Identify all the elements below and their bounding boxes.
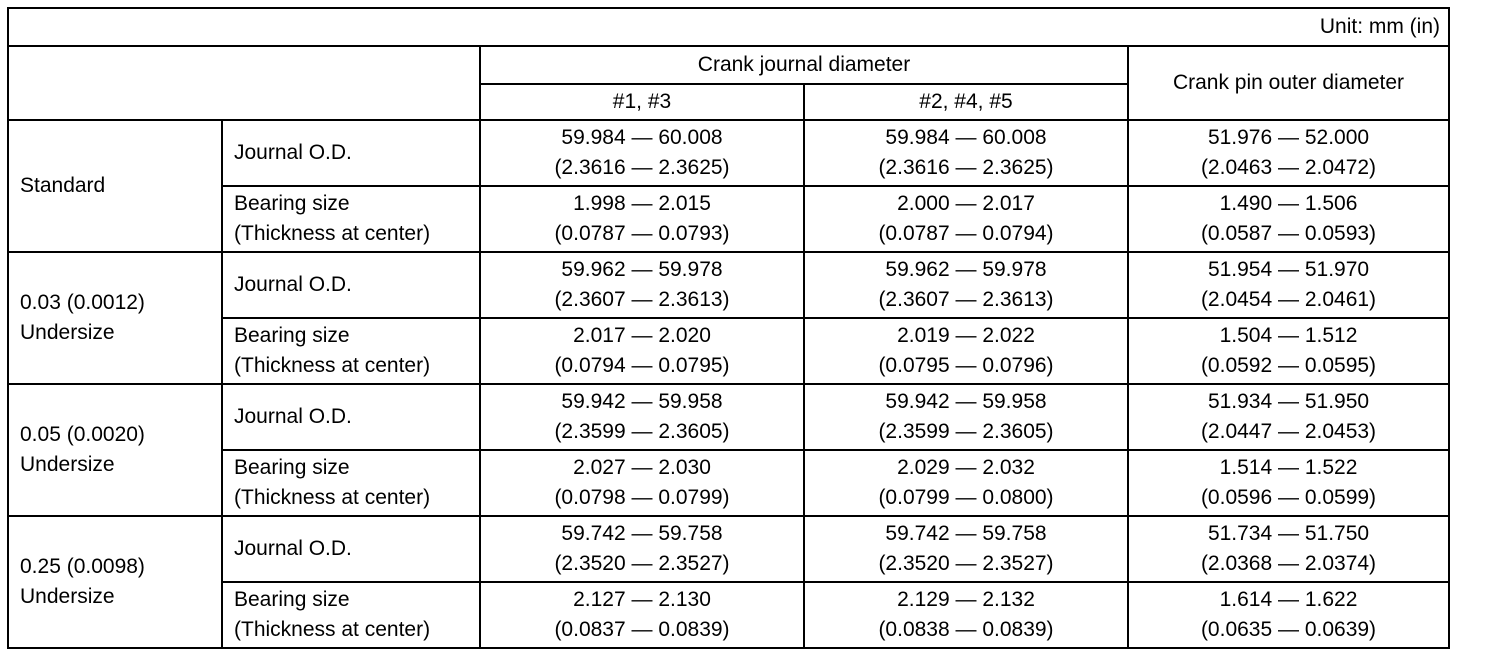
crank-pin-value-line: 51.976 — 52.000 — [1207, 126, 1370, 149]
journal-2-4-5-value-line: 59.962 — 59.978 — [885, 258, 1047, 281]
crank-pin-value-line: (2.0454 — 2.0461) — [1200, 288, 1377, 311]
journal-2-4-5-value-line: (2.3616 — 2.3625) — [878, 156, 1054, 179]
row-label-cell-line: Journal O.D. — [234, 141, 352, 164]
journal-1-3-value-line: 59.742 — 59.758 — [561, 522, 723, 545]
journal-2-4-5-value-line: 2.029 — 2.032 — [897, 456, 1035, 479]
crank-pin-value-line: (2.0368 — 2.0374) — [1200, 552, 1377, 575]
journal-1-3-value-line: (0.0798 — 0.0799) — [554, 486, 730, 509]
journal-2-4-5-value-line: 59.984 — 60.008 — [885, 126, 1047, 149]
crank-pin-value — [1128, 186, 1449, 252]
journal-1-3-value-line: (2.3599 — 2.3605) — [554, 420, 730, 443]
row-label-cell-line: Journal O.D. — [234, 537, 352, 560]
journal-1-3-value-line: 2.127 — 2.130 — [573, 588, 711, 611]
journal-1-3-value-line: (0.0787 — 0.0793) — [554, 222, 730, 245]
row-label-cell-line: Journal O.D. — [234, 405, 352, 428]
table-row — [8, 384, 1449, 450]
journal-1-3-value — [480, 450, 804, 516]
crank-pin-value-line: 1.514 — 1.522 — [1219, 456, 1358, 479]
table-row — [8, 450, 1449, 516]
size-cell — [8, 384, 222, 516]
row-label-cell-line: (Thickness at center) — [234, 222, 431, 245]
journal-1-3-value-line: 2.017 — 2.020 — [573, 324, 711, 347]
crank-pin-value-line: (2.0447 — 2.0453) — [1200, 420, 1377, 443]
size-text: 0.05 (0.0020) — [20, 423, 145, 446]
crankshaft-spec-table — [7, 7, 1450, 649]
journal-2-4-5-value-line: 59.942 — 59.958 — [885, 390, 1047, 413]
journal-2-4-5-value-line: (2.3607 — 2.3613) — [878, 288, 1054, 311]
journal-1-3-value — [480, 252, 804, 318]
journal-2-4-5-value — [804, 582, 1128, 648]
journal-2-4-5-value-line: 59.742 — 59.758 — [885, 522, 1047, 545]
crank-journal-diameter-header: Crank journal diameter — [480, 46, 1128, 84]
journal-1-3-value — [480, 516, 804, 582]
table-row — [8, 120, 1449, 186]
size-text: 0.25 (0.0098) — [20, 555, 145, 578]
crank-pin-value-line: (0.0592 — 0.0595) — [1200, 354, 1377, 377]
table-row — [8, 252, 1449, 318]
size-text: Standard — [20, 174, 106, 197]
journal-1-3-value — [480, 318, 804, 384]
journal-1-3-value — [480, 186, 804, 252]
journal-2-4-5-value — [804, 252, 1128, 318]
size-text: Undersize — [20, 321, 115, 344]
journal-2-4-5-value-line: (0.0795 — 0.0796) — [878, 354, 1054, 377]
crank-pin-value-line: 51.734 — 51.750 — [1207, 522, 1370, 545]
journal-1-3-value-line: 2.027 — 2.030 — [573, 456, 711, 479]
journal-2-4-5-value-line: 2.000 — 2.017 — [897, 192, 1035, 215]
row-label-cell-line: (Thickness at center) — [234, 354, 431, 377]
journal-2-4-5-value — [804, 450, 1128, 516]
crank-pin-value — [1128, 450, 1449, 516]
journal-2-4-5-value-line: (0.0799 — 0.0800) — [878, 486, 1054, 509]
journal-1-3-value-line: 59.962 — 59.978 — [561, 258, 723, 281]
crank-pin-value — [1128, 516, 1449, 582]
journal-1-3-value-line: (2.3520 — 2.3527) — [554, 552, 730, 575]
crank-pin-value — [1128, 318, 1449, 384]
table-row — [8, 318, 1449, 384]
table-row — [8, 582, 1449, 648]
table-row — [8, 186, 1449, 252]
row-label-cell — [222, 516, 480, 582]
journal-2-4-5-header: #2, #4, #5 — [804, 84, 1128, 120]
journal-2-4-5-value-line: (2.3599 — 2.3605) — [878, 420, 1054, 443]
size-cell — [8, 120, 222, 252]
row-label-cell-line: (Thickness at center) — [234, 618, 431, 641]
crank-pin-value-line: (2.0463 — 2.0472) — [1200, 156, 1377, 179]
journal-1-3-value-line: (2.3616 — 2.3625) — [554, 156, 730, 179]
journal-1-3-value-line: 59.984 — 60.008 — [561, 126, 723, 149]
crank-pin-outer-diameter-header: Crank pin outer diameter — [1128, 46, 1449, 120]
crank-pin-value-line: (0.0635 — 0.0639) — [1200, 618, 1377, 641]
row-label-cell — [222, 450, 480, 516]
journal-2-4-5-value — [804, 384, 1128, 450]
crank-pin-value-line: 1.504 — 1.512 — [1219, 324, 1358, 347]
journal-2-4-5-value — [804, 318, 1128, 384]
size-cell — [8, 252, 222, 384]
crank-pin-value — [1128, 582, 1449, 648]
row-label-cell-line: Bearing size — [234, 456, 350, 479]
crank-pin-value-line: (0.0587 — 0.0593) — [1200, 222, 1377, 245]
size-text: 0.03 (0.0012) — [20, 291, 145, 314]
crank-pin-value — [1128, 252, 1449, 318]
journal-2-4-5-value-line: (0.0787 — 0.0794) — [878, 222, 1054, 245]
row-label-cell — [222, 120, 480, 186]
journal-2-4-5-value-line: (0.0838 — 0.0839) — [878, 618, 1054, 641]
size-cell — [8, 516, 222, 648]
crank-pin-value — [1128, 120, 1449, 186]
journal-1-3-value-line: 59.942 — 59.958 — [561, 390, 723, 413]
row-label-cell — [222, 252, 480, 318]
journal-1-3-header: #1, #3 — [480, 84, 804, 120]
journal-2-4-5-value — [804, 186, 1128, 252]
row-label-cell — [222, 318, 480, 384]
journal-2-4-5-value-line: 2.019 — 2.022 — [897, 324, 1035, 347]
journal-1-3-value — [480, 120, 804, 186]
journal-1-3-value-line: (0.0794 — 0.0795) — [554, 354, 730, 377]
journal-1-3-value-line: 1.998 — 2.015 — [573, 192, 711, 215]
row-label-cell — [222, 186, 480, 252]
crank-pin-value-line: (0.0596 — 0.0599) — [1200, 486, 1377, 509]
journal-2-4-5-value — [804, 120, 1128, 186]
crank-pin-value-line: 51.954 — 51.970 — [1207, 258, 1370, 281]
size-text: Undersize — [20, 585, 115, 608]
crank-pin-value-line: 1.490 — 1.506 — [1219, 192, 1358, 215]
header-blank-cell — [8, 46, 480, 120]
row-label-cell — [222, 582, 480, 648]
journal-1-3-value-line: (2.3607 — 2.3613) — [554, 288, 730, 311]
row-label-cell-line: (Thickness at center) — [234, 486, 431, 509]
row-label-cell-line: Bearing size — [234, 192, 350, 215]
table-row — [8, 516, 1449, 582]
journal-2-4-5-value-line: (2.3520 — 2.3527) — [878, 552, 1054, 575]
size-text: Undersize — [20, 453, 115, 476]
crank-pin-value-line: 1.614 — 1.622 — [1219, 588, 1358, 611]
unit-row — [8, 8, 1449, 46]
journal-1-3-value — [480, 384, 804, 450]
row-label-cell-line: Journal O.D. — [234, 273, 352, 296]
journal-2-4-5-value-line: 2.129 — 2.132 — [897, 588, 1035, 611]
crank-pin-value-line: 51.934 — 51.950 — [1207, 390, 1370, 413]
row-label-cell-line: Bearing size — [234, 588, 350, 611]
header-row — [8, 46, 1449, 84]
crank-pin-value — [1128, 384, 1449, 450]
row-label-cell-line: Bearing size — [234, 324, 350, 347]
journal-2-4-5-value — [804, 516, 1128, 582]
unit-label: Unit: mm (in) — [8, 8, 1449, 46]
row-label-cell — [222, 384, 480, 450]
journal-1-3-value-line: (0.0837 — 0.0839) — [554, 618, 730, 641]
journal-1-3-value — [480, 582, 804, 648]
